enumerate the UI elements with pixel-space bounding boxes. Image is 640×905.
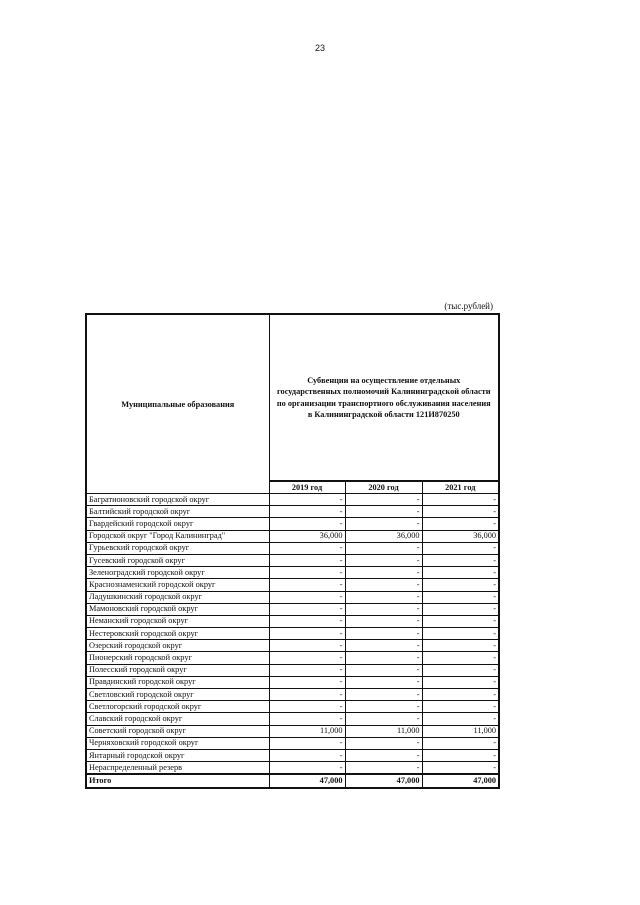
total-row [86, 774, 499, 787]
value-2021: - [422, 506, 499, 518]
municipality-name: Нестеровский городской округ [86, 628, 269, 640]
municipality-name: Светловский городской округ [86, 689, 269, 701]
value-2020: - [345, 664, 422, 676]
value-2019: - [269, 628, 345, 640]
value-2020: - [345, 506, 422, 518]
value-2020: - [345, 518, 422, 530]
value-2020: 47,000 [345, 774, 422, 787]
value-2021: - [422, 664, 499, 676]
value-2021: - [422, 567, 499, 579]
value-2019: 47,000 [269, 774, 345, 787]
value-2021: - [422, 652, 499, 664]
municipality-name: Гусевский городской округ [86, 554, 269, 566]
value-2020: - [345, 615, 422, 627]
year-header-2021: 2021 год [422, 481, 499, 494]
value-2020: - [345, 701, 422, 713]
municipality-name: Черняховский городской округ [86, 737, 269, 749]
table-row [86, 640, 499, 652]
value-2020: - [345, 749, 422, 761]
value-2020: - [345, 689, 422, 701]
value-2019: - [269, 603, 345, 615]
value-2020: - [345, 640, 422, 652]
value-2021: - [422, 518, 499, 530]
table-row [86, 567, 499, 579]
value-2021: - [422, 591, 499, 603]
table-row [86, 542, 499, 554]
municipality-name: Озерский городской округ [86, 640, 269, 652]
value-2020: - [345, 713, 422, 725]
value-2020: - [345, 603, 422, 615]
table-row [86, 749, 499, 761]
table-row [86, 530, 499, 542]
value-2021: - [422, 689, 499, 701]
value-2019: - [269, 567, 345, 579]
page-number: 23 [314, 43, 325, 53]
table-row [86, 579, 499, 591]
municipality-name: Янтарный городской округ [86, 749, 269, 761]
table-row [86, 628, 499, 640]
value-2021: - [422, 603, 499, 615]
table-row [86, 591, 499, 603]
value-2019: - [269, 494, 345, 506]
subventions-table [85, 313, 500, 789]
subvention-header: Субвенции на осуществление отдельных государственных полномочий Калининградской области по организации транспортного обслуживания населения в Калининградской области 121И870250 [269, 314, 499, 481]
table-row [86, 737, 499, 749]
value-2019: - [269, 506, 345, 518]
value-2021: - [422, 762, 499, 775]
value-2019: - [269, 749, 345, 761]
value-2021: - [422, 676, 499, 688]
table-row [86, 518, 499, 530]
value-2021: - [422, 640, 499, 652]
municipality-name: Зеленоградский городской округ [86, 567, 269, 579]
value-2019: - [269, 640, 345, 652]
table-row [86, 603, 499, 615]
value-2019: - [269, 762, 345, 775]
units-label: (тыс.рублей) [444, 301, 493, 311]
value-2019: - [269, 713, 345, 725]
value-2020: - [345, 762, 422, 775]
municipality-name: Пионерский городской округ [86, 652, 269, 664]
municipalities-header: Муниципальные образования [86, 314, 269, 494]
value-2020: - [345, 652, 422, 664]
value-2019: - [269, 542, 345, 554]
municipality-name: Полесский городской округ [86, 664, 269, 676]
municipality-name: Советский городской округ [86, 725, 269, 737]
value-2021: 36,000 [422, 530, 499, 542]
value-2021: - [422, 494, 499, 506]
value-2020: - [345, 579, 422, 591]
table-row [86, 701, 499, 713]
municipality-name: Славский городской округ [86, 713, 269, 725]
table-row [86, 676, 499, 688]
municipality-name: Гурьевский городской округ [86, 542, 269, 554]
value-2021: - [422, 615, 499, 627]
value-2021: - [422, 579, 499, 591]
year-header-2020: 2020 год [345, 481, 422, 494]
value-2020: - [345, 676, 422, 688]
table-row [86, 689, 499, 701]
value-2020: - [345, 591, 422, 603]
municipality-name: Мамоновский городской округ [86, 603, 269, 615]
value-2020: 11,000 [345, 725, 422, 737]
value-2020: - [345, 542, 422, 554]
table-row [86, 494, 499, 506]
value-2019: - [269, 689, 345, 701]
table-row [86, 664, 499, 676]
value-2020: - [345, 567, 422, 579]
value-2021: - [422, 701, 499, 713]
municipality-name: Итого [86, 774, 269, 787]
municipality-name: Балтийский городской округ [86, 506, 269, 518]
table-row [86, 506, 499, 518]
value-2019: - [269, 591, 345, 603]
value-2019: - [269, 664, 345, 676]
municipality-name: Гвардейский городской округ [86, 518, 269, 530]
year-header-2019: 2019 год [269, 481, 345, 494]
value-2020: - [345, 737, 422, 749]
value-2021: - [422, 554, 499, 566]
table-row [86, 762, 499, 775]
value-2019: - [269, 579, 345, 591]
municipality-name: Городской округ "Город Калининград" [86, 530, 269, 542]
table-row [86, 615, 499, 627]
value-2020: - [345, 554, 422, 566]
value-2019: - [269, 676, 345, 688]
value-2021: - [422, 749, 499, 761]
value-2021: - [422, 713, 499, 725]
municipality-name: Багратионовский городской округ [86, 494, 269, 506]
value-2021: - [422, 542, 499, 554]
value-2020: - [345, 628, 422, 640]
value-2021: - [422, 737, 499, 749]
value-2019: - [269, 615, 345, 627]
value-2019: 36,000 [269, 530, 345, 542]
value-2021: 47,000 [422, 774, 499, 787]
value-2019: - [269, 554, 345, 566]
municipality-name: Краснознаменский городской округ [86, 579, 269, 591]
municipality-name: Светлогорский городской округ [86, 701, 269, 713]
municipality-name: Правдинский городской округ [86, 676, 269, 688]
value-2019: - [269, 737, 345, 749]
value-2020: 36,000 [345, 530, 422, 542]
value-2019: 11,000 [269, 725, 345, 737]
municipality-name: Ладушкинский городской округ [86, 591, 269, 603]
value-2019: - [269, 652, 345, 664]
value-2021: 11,000 [422, 725, 499, 737]
municipality-name: Нераспределенный резерв [86, 762, 269, 775]
value-2019: - [269, 518, 345, 530]
table-row [86, 713, 499, 725]
value-2020: - [345, 494, 422, 506]
table-row [86, 652, 499, 664]
table-row [86, 725, 499, 737]
table-row [86, 554, 499, 566]
municipality-name: Неманский городской округ [86, 615, 269, 627]
value-2021: - [422, 628, 499, 640]
value-2019: - [269, 701, 345, 713]
